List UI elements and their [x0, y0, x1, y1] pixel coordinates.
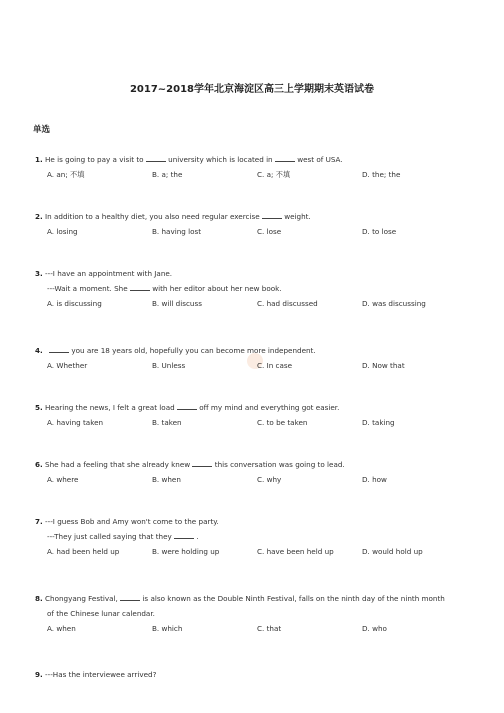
option-a: A. losing [47, 227, 78, 236]
question-number: 7. [35, 517, 43, 526]
stem-text: this conversation was going to lead. [214, 460, 345, 469]
question-6 [35, 458, 475, 486]
question-number: 2. [35, 212, 43, 221]
option-d: D. taking [362, 418, 395, 427]
option-a: A. when [47, 624, 76, 633]
stem-text: He is going to pay a visit to [45, 155, 144, 164]
option-a: A. Whether [47, 361, 88, 370]
stem-text: ---I guess Bob and Amy won't come to the party. [45, 517, 219, 526]
option-d: D. was discussing [362, 299, 426, 308]
options-row [35, 359, 475, 372]
stem-text: ---I have an appointment with Jane. [45, 269, 173, 278]
option-c: C. that [257, 624, 282, 633]
option-c: C. have been held up [257, 547, 334, 556]
question-stem [35, 668, 475, 681]
answer-blank [49, 344, 69, 353]
option-c: C. why [257, 475, 282, 484]
answer-blank [174, 530, 194, 539]
options-row [35, 168, 475, 181]
answer-blank [177, 401, 197, 410]
question-number: 9. [35, 670, 43, 679]
answer-blank [120, 592, 140, 601]
question-2 [35, 210, 475, 238]
option-b: B. were holding up [152, 547, 220, 556]
question-4 [35, 344, 475, 372]
option-b: B. will discuss [152, 299, 202, 308]
option-a: A. an; 不填 [47, 170, 85, 179]
option-a: A. where [47, 475, 79, 484]
question-stem [35, 344, 475, 357]
question-stem-line [35, 607, 475, 620]
option-b: B. taken [152, 418, 182, 427]
option-d: D. would hold up [362, 547, 423, 556]
option-c: C. to be taken [257, 418, 308, 427]
option-b: B. which [152, 624, 183, 633]
question-stem [35, 515, 475, 528]
question-stem-line [35, 530, 475, 543]
question-number: 4. [35, 346, 43, 355]
stem-text: . [196, 532, 199, 541]
section-heading: 单选 [33, 125, 51, 135]
question-stem [35, 267, 475, 280]
page-title: 2017~2018学年北京海淀区高三上学期期末英语试卷 [129, 84, 375, 95]
answer-blank [275, 153, 295, 162]
option-b: B. Unless [152, 361, 186, 370]
options-row [35, 622, 475, 635]
question-1 [35, 153, 475, 181]
question-number: 5. [35, 403, 43, 412]
options-row [35, 545, 475, 558]
stem-text: Chongyang Festival, [45, 594, 118, 603]
option-d: D. the; the [362, 170, 401, 179]
stem-text: of the Chinese lunar calendar. [47, 609, 155, 618]
option-c: C. lose [257, 227, 282, 236]
question-stem [35, 210, 475, 223]
answer-blank [262, 210, 282, 219]
question-number: 3. [35, 269, 43, 278]
option-c: C. a; 不填 [257, 170, 291, 179]
question-7 [35, 515, 475, 558]
answer-blank [146, 153, 166, 162]
stem-text: weight. [284, 212, 311, 221]
question-9 [35, 668, 475, 681]
question-stem [35, 153, 475, 166]
stem-text: is also known as the Double Ninth Festival, falls on the ninth day of the ninth month [142, 594, 445, 603]
option-a: A. having taken [47, 418, 104, 427]
question-3 [35, 267, 475, 310]
stem-text: Hearing the news, I felt a great load [45, 403, 175, 412]
options-row [35, 297, 475, 310]
question-number: 1. [35, 155, 43, 164]
stem-text: ---They just called saying that they [47, 532, 172, 541]
option-b: B. when [152, 475, 181, 484]
question-number: 8. [35, 594, 43, 603]
answer-blank [192, 458, 212, 467]
question-stem [35, 592, 475, 605]
stem-text: off my mind and everything got easier. [199, 403, 340, 412]
stem-text: university which is located in [168, 155, 273, 164]
option-d: D. how [362, 475, 387, 484]
options-row [35, 473, 475, 486]
question-5 [35, 401, 475, 429]
option-d: D. to lose [362, 227, 397, 236]
stem-text: In addition to a healthy diet, you also need regular exercise [45, 212, 260, 221]
answer-blank [130, 282, 150, 291]
options-row [35, 416, 475, 429]
option-c: C. In case [257, 361, 293, 370]
stem-text: with her editor about her new book. [152, 284, 282, 293]
question-stem [35, 401, 475, 414]
stem-text: She had a feeling that she already knew [45, 460, 191, 469]
stem-text: you are 18 years old, hopefully you can become more independent. [71, 346, 316, 355]
option-a: A. is discussing [47, 299, 102, 308]
question-stem [35, 458, 475, 471]
question-stem-line [35, 282, 475, 295]
option-d: D. Now that [362, 361, 405, 370]
options-row [35, 225, 475, 238]
option-a: A. had been held up [47, 547, 120, 556]
stem-text: ---Has the interviewee arrived? [45, 670, 157, 679]
stem-text: ---Wait a moment. She [47, 284, 128, 293]
option-d: D. who [362, 624, 387, 633]
question-8 [35, 592, 475, 635]
question-number: 6. [35, 460, 43, 469]
option-b: B. a; the [152, 170, 183, 179]
option-b: B. having lost [152, 227, 202, 236]
stem-text: west of USA. [297, 155, 343, 164]
option-c: C. had discussed [257, 299, 318, 308]
